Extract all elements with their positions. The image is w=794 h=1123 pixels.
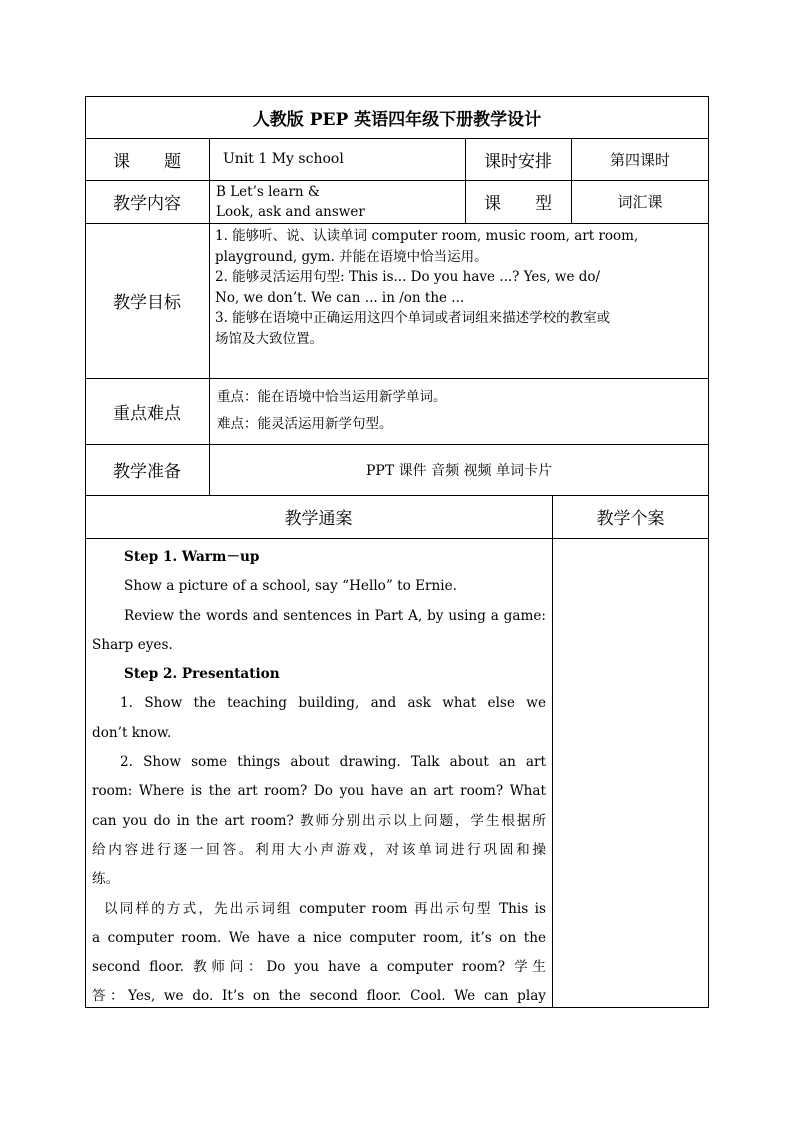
difficult-point-text: 难点：能灵活运用新学句型。 <box>217 416 393 432</box>
type-value: 词汇课 <box>617 193 663 211</box>
key-point-text: 重点：能在语境中恰当运用新学单词。 <box>217 389 447 405</box>
content-value <box>216 182 462 222</box>
goal-line: 1. 能够听、说、认读单词 computer room, music room, art room, <box>215 228 639 244</box>
common-plan-header: 教学通案 <box>284 509 353 529</box>
body-line: can you do in the art room? 教师分别出示以上问题，学生根据所 <box>92 812 546 829</box>
topic-label: 课 题 <box>113 151 181 172</box>
lesson-steps <box>92 543 546 1012</box>
body-line: Show a picture of a school, say “Hello” to Ernie. <box>124 578 457 595</box>
type-label: 课 型 <box>484 194 552 214</box>
content-value-line: B Let’s learn & <box>216 184 320 200</box>
keypoints-label: 重点难点 <box>113 403 181 424</box>
body-line: room: Where is the art room? Do you have an art room? What <box>92 783 546 800</box>
prep-value: PPT 课件 音频 视频 单词卡片 <box>366 462 552 479</box>
individual-plan-header: 教学个案 <box>596 509 665 529</box>
goal-line: playground, gym. 并能在语境中恰当运用。 <box>215 248 488 265</box>
column-divider <box>552 495 553 1008</box>
goal-line: No, we don’t. We can ... in /on the ... <box>215 289 465 306</box>
schedule-value: 第四课时 <box>609 150 670 169</box>
body-line: don’t know. <box>92 724 172 741</box>
goals-text <box>215 226 705 349</box>
body-line: 给内容进行逐一回答。利用大小声游戏，对该单词进行巩固和操 <box>92 841 546 858</box>
content-label: 教学内容 <box>113 194 181 214</box>
body-line: second floor. 教师问：Do you have a computer room? 学生 <box>92 959 546 976</box>
row-divider <box>85 538 709 539</box>
body-line: 练。 <box>92 871 120 888</box>
body-line: 1. Show the teaching building, and ask what else we <box>120 695 546 712</box>
body-line: Sharp eyes. <box>92 636 173 653</box>
prep-label: 教学准备 <box>113 462 181 482</box>
document-title: 人教版 PEP 英语四年级下册教学设计 <box>252 109 542 130</box>
step-heading: Step 2. Presentation <box>124 666 280 683</box>
content-value-line: Look, ask and answer <box>216 204 365 220</box>
body-line: Review the words and sentences in Part A, by using a game: <box>124 607 546 624</box>
schedule-label: 课时安排 <box>484 151 552 172</box>
topic-value: Unit 1 My school <box>223 151 344 167</box>
column-divider <box>209 138 210 495</box>
goal-line: 3. 能够在语境中正确运用这四个单词或者词组来描述学校的教室或 <box>215 310 611 326</box>
goal-line: 2. 能够灵活运用句型: This is... Do you have ...? Yes, we do/ <box>215 269 601 285</box>
goals-label: 教学目标 <box>113 293 181 313</box>
body-line: 答：Yes, we do. It’s on the second floor. Cool. We can play <box>92 988 546 1005</box>
body-line: a computer room. We have a nice computer room, it’s on the <box>92 929 546 946</box>
step-heading: Step 1. Warm－up <box>124 549 260 565</box>
goal-line: 场馆及大致位置。 <box>215 330 323 347</box>
body-line: 2. Show some things about drawing. Talk about an art <box>120 754 546 771</box>
body-line: 以同样的方式，先出示词组 computer room 再出示句型 This is <box>104 900 546 917</box>
